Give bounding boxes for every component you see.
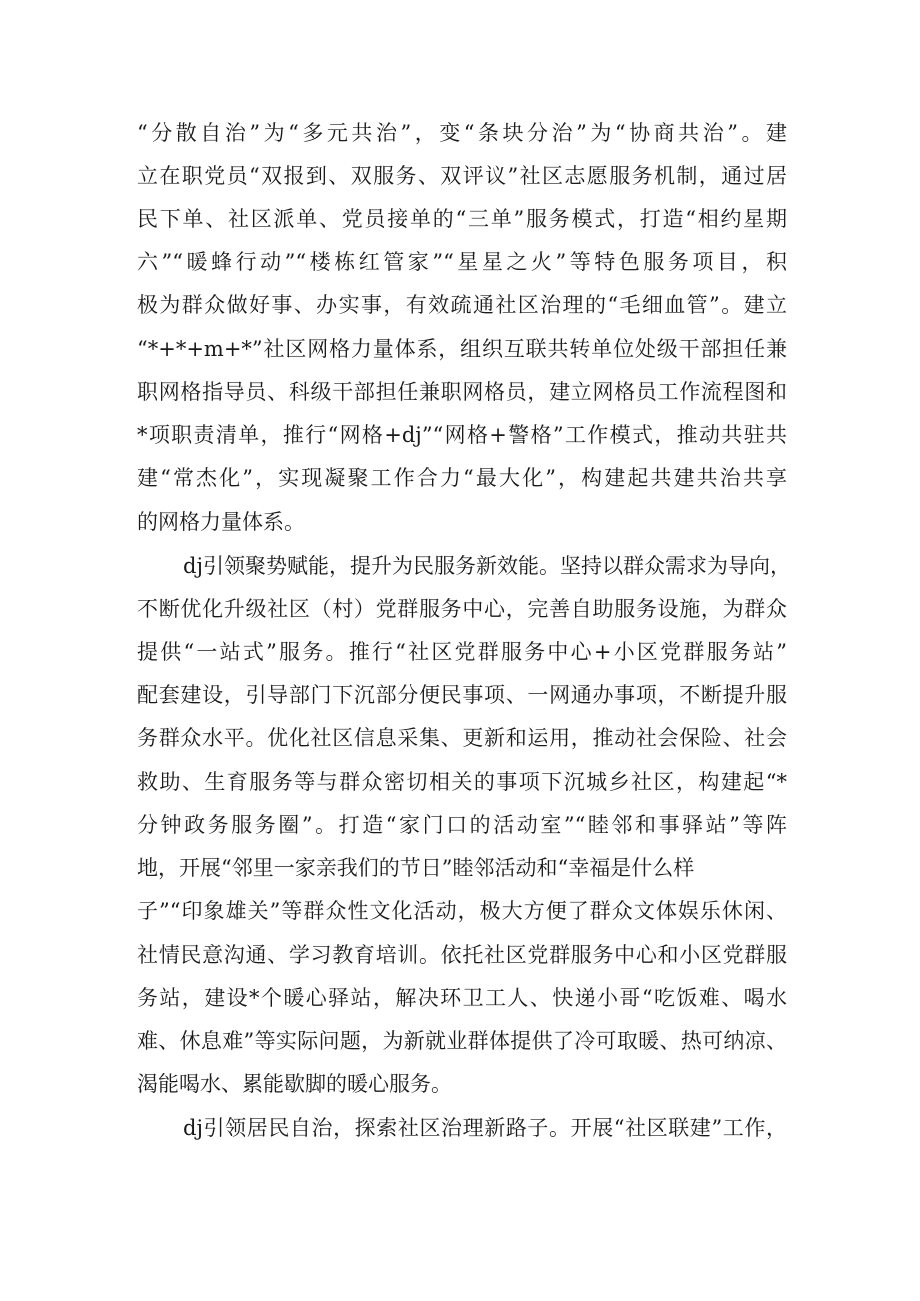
text-line: 不断优化升级社区（村）党群服务中心，完善自助服务设施，为群众 [137,597,787,621]
text-line: 职网格指导员、科级干部担任兼职网格员，建立网格员工作流程图和 [137,380,787,404]
text-line: “*+*+m+*”社区网格力量体系，组织互联共转单位处级干部担任兼 [137,337,787,361]
text-line: 难、休息难”等实际问题，为新就业群体提供了冷可取暖、热可纳凉、 [137,1029,787,1053]
text-line: 务站，建设*个暖心驿站，解决环卫工人、快递小哥“吃饭难、喝水 [137,986,787,1010]
paragraph-first-line: dj引领聚势赋能，提升为民服务新效能。坚持以群众需求为导向， [183,554,791,578]
text-line: 务群众水平。优化社区信息采集、更新和运用，推动社会保险、社会 [137,726,787,750]
text-line: 的网格力量体系。 [137,510,305,534]
text-line: 极为群众做好事、办实事，有效疏通社区治理的“毛细血管”。建立 [137,293,787,317]
text-line: 子”“印象雄关”等群众性文化活动，极大方便了群众文体娱乐休闲、 [137,899,787,923]
text-line: 救助、生育服务等与群众密切相关的事项下沉城乡社区，构建起“* [137,770,787,794]
text-line: “分散自治”为“多元共治”，变“条块分治”为“协商共治”。建 [137,121,787,145]
text-line: *项职责清单，推行“网格+dj”“网格+警格”工作模式，推动共驻共 [137,423,787,447]
text-line: 立在职党员“双报到、双服务、双评议”社区志愿服务机制，通过居 [137,164,787,188]
paragraph-first-line: dj引领居民自治，探索社区治理新路子。开展“社区联建”工作， [183,1116,787,1140]
text-line: 分钟政务服务圈”。打造“家门口的活动室”“睦邻和事驿站”等阵 [137,813,787,837]
text-line: 六”“暖蜂行动”“楼栋红管家”“星星之火”等特色服务项目，积 [137,250,787,274]
text-line: 配套建设，引导部门下沉部分便民事项、一网通办事项，不断提升服 [137,683,787,707]
text-line: 地，开展“邻里一家亲我们的节日”睦邻活动和“幸福是什么样 [137,856,695,880]
text-line: 提供“一站式”服务。推行“社区党群服务中心+小区党群服务站” [137,640,787,664]
text-line: 社情民意沟通、学习教育培训。依托社区党群服务中心和小区党群服 [137,943,787,967]
text-line: 建“常杰化”，实现凝聚工作合力“最大化”，构建起共建共治共享 [137,466,787,490]
text-line: 民下单、社区派单、党员接单的“三单”服务模式，打造“相约星期 [137,207,787,231]
text-line: 渴能喝水、累能歇脚的暖心服务。 [137,1072,452,1096]
